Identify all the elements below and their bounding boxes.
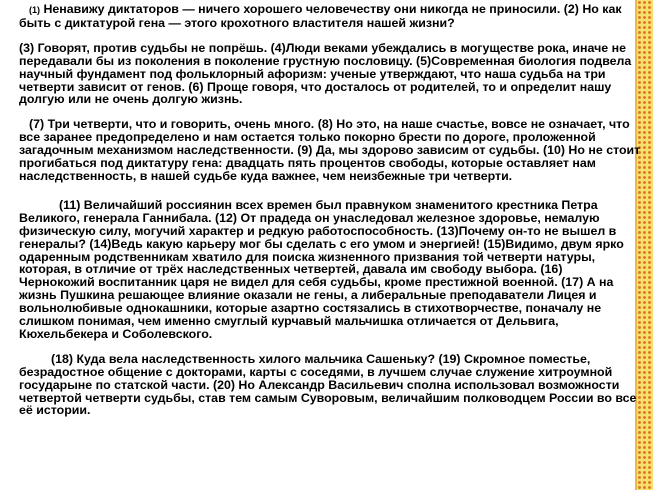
paragraph-4: (11) Величайший россиянин всех времен был правнуком знаменитого крестника Петра Великого, генерала Ганнибала. (12) От прадеда он унаследовал железное здоровье, немалую физическую силу, могучий характер и редкую работоспособность. (13)Почему он-то не вышел в генералы? (14)Ведь какую карьеру мог бы сделать с его умом и энергией! (15)Видимо, двум ярко одаренным родственникам хватило для поиска жизненного призвания той четверти натуры, которая, в отличие от трёх наследственных четвертей, давала им свободу выбора. (16) Чернокожий воспитанник царя не видел для себя судьбы, кроме престижной военной. (17) А на жизнь Пушкина решающее влияние оказали не гены, а либеральные преподаватели Лицея и вольнолюбивые однокашники, которые азартно состязались в стихотворчестве, поначалу не слишком понимая, чем именно смуглый курчавый мальчишка отличается от Дельвига, Кюхельбекера и Соболевского.	[19, 197, 624, 341]
sentence-number: (1)	[29, 5, 40, 15]
paragraph-3: (7) Три четверти, что и говорить, очень много. (8) Но это, на наше счастье, вовсе не означает, что все заранее предопределено и нам остается только покорно брести по дороге, проложенной загадочным механизмом наследственности. (9) Да, мы здорово зависим от судьбы. (10) Но не стоит прогибаться под диктатуру гена: двадцать пять процентов свободы, которые оставляет нам наследственность, в нашей судьбе куда важнее, чем неизбежные три четверти.	[19, 117, 641, 183]
paragraph-5: (18) Куда вела наследственность хилого мальчика Сашеньку? (19) Скромное поместье, безрадостное общение с докторами, карты с соседями, в лучшем случае служение хитроумной государыне по статской части. (20) Но Александр Васильевич сполна использовал возможности четвертой четверти судьбы, став тем самым Суворовым, величайшим полководцем России во все её истории.	[19, 351, 637, 418]
text-body	[19, 3, 641, 417]
paragraph-1	[19, 3, 641, 30]
paragraph-2: (3) Говорят, против судьбы не попрёшь. (4)Люди веками убеждались в могуществе рока, иначе не передавали бы из поколения в поколение грустную пословицу. (5)Современная биология подвела научный фундамент под фольклорный афоризм: ученые утверждают, что наша судьба на три четверти зависит от генов. (6) Проще говоря, что досталось от родителей, то и определит нашу долгую или не очень долгую жизнь.	[19, 40, 632, 107]
paragraph-text: Ненавижу диктаторов — ничего хорошего человечеству они никогда не приносили. (2) Но как быть с диктатурой гена — этого крохотного властителя нашей жизни?	[19, 2, 622, 30]
